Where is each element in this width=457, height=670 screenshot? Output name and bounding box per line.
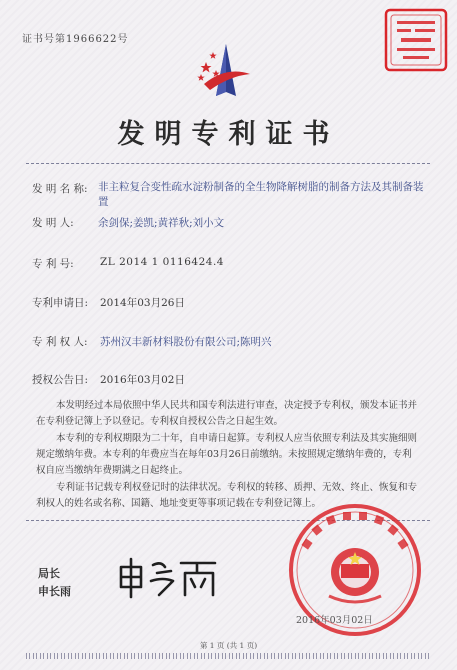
application-date-value: 2014年03月26日	[100, 297, 185, 309]
inventor-value: 余剑保;姜凯;黄祥秋;刘小文	[98, 217, 225, 229]
certificate-number: 证书号第1966622号	[22, 34, 129, 45]
body-paragraph: 本发明经过本局依照中华人民共和国专利法进行审查，决定授予专利权，颁发本证书并在专利登记簿上予以登记。专利权自授权公告之日起生效。	[36, 400, 418, 428]
director-title: 局长	[38, 567, 60, 580]
patent-number-label: 专 利 号:	[32, 258, 74, 270]
divider-line	[26, 163, 430, 165]
patentee-label: 专 利 权 人:	[32, 336, 88, 348]
page-number: 第 1 页 (共 1 页)	[199, 641, 258, 650]
grant-date-value: 2016年03月02日	[100, 374, 185, 386]
invention-name-label: 发 明 名 称:	[32, 183, 88, 195]
barcode-strip	[26, 653, 430, 659]
director-name: 申长雨	[38, 585, 71, 598]
body-paragraph: 本专利的专利权期限为二十年，自申请日起算。专利权人应当依照专利法及其实施细则规定缴纳年费。本专利的年费应当在每年03月26日前缴纳。未按照规定缴纳年费的，专利权自应当缴纳年费期满之日起终止。	[36, 433, 418, 477]
invention-name-value: 非主粒复合变性疏水淀粉制备的全生物降解树脂的制备方法及其制备装置	[98, 181, 424, 208]
patent-office-logo-icon	[196, 40, 256, 108]
body-paragraph: 专利证书记载专利权登记时的法律状况。专利权的转移、质押、无效、终止、恢复和专利权人的姓名或名称、国籍、地址变更等事项记载在专利登记簿上。	[36, 482, 418, 510]
inventor-label: 发 明 人:	[32, 217, 74, 229]
patentee-value: 苏州汉丰新材料股份有限公司;陈明兴	[100, 336, 272, 348]
grant-date-label: 授权公告日:	[32, 374, 89, 386]
application-date-label: 专利申请日:	[32, 297, 89, 309]
patent-number-value: ZL 2014 1 0116424.4	[100, 256, 224, 268]
official-seal-small-icon	[383, 7, 449, 73]
handwritten-signature-icon	[115, 555, 225, 600]
stamp-date: 2016年03月02日	[296, 615, 373, 626]
certificate-title: 发明专利证书	[117, 119, 340, 150]
